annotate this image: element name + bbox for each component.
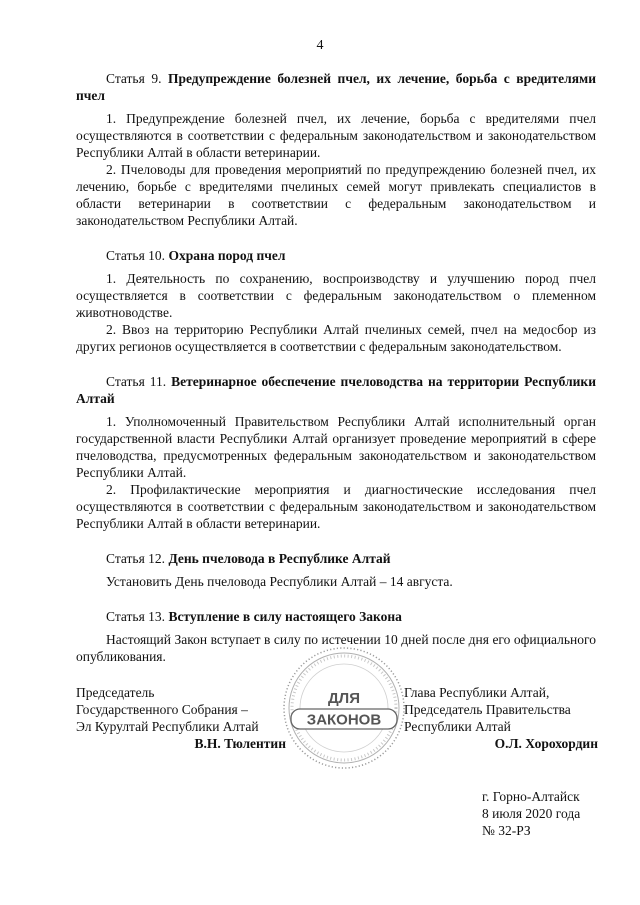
- paragraph: 1. Уполномоченный Правительством Республики Алтай исполнительный орган государственной власти Республики Алтай организует проведение мероприятий в сфере пчеловодства, предусмотренных федеральным законодательством и законодательством Республики Алтай.: [76, 414, 596, 480]
- signature-left: Председатель Государственного Собрания – Эл Курултай Республики Алтай В.Н. Тюлентин: [76, 685, 286, 751]
- paragraph: Настоящий Закон вступает в силу по истечении 10 дней после дня его официального опубликования.: [76, 632, 596, 664]
- city: г. Горно-Алтайск: [482, 789, 580, 804]
- stamp-text-line1: ДЛЯ: [328, 690, 360, 707]
- date: 8 июля 2020 года: [482, 806, 581, 821]
- paragraph: 1. Деятельность по сохранению, воспроизводству и улучшению пород пчел осуществляется в соответствии с федеральным законодательством о племенном животноводстве.: [76, 271, 596, 320]
- paragraph: 2. Профилактические мероприятия и диагностические исследования пчел осуществляются в соответствии с федеральным законодательством и законодательством Республики Алтай в области ветеринарии.: [76, 482, 596, 531]
- signatory-name: В.Н. Тюлентин: [194, 736, 286, 751]
- stamp-seal: [281, 645, 407, 771]
- place-and-date: [482, 788, 580, 839]
- article-9: [76, 70, 596, 229]
- article-heading: Статья 13. Вступление в силу настоящего Закона: [106, 609, 402, 624]
- paragraph: 2. Ввоз на территорию Республики Алтай пчелиных семей, пчел на медосбор из других регионов осуществляется в соответствии с федеральным законодательством.: [76, 322, 596, 354]
- signatory-name: О.Л. Хорохордин: [494, 736, 598, 751]
- paragraph: Установить День пчеловода Республики Алтай – 14 августа.: [106, 574, 453, 589]
- signature-right: Глава Республики Алтай, Председатель Правительства Республики Алтай О.Л. Хорохордин: [404, 685, 598, 751]
- law-text: [76, 70, 596, 673]
- article-11: [76, 373, 596, 532]
- article-heading: Статья 10. Охрана пород пчел: [106, 248, 286, 263]
- article-heading: Статья 9. Предупреждение болезней пчел, их лечение, борьба с вредителями пчел: [76, 71, 596, 103]
- paragraph: 2. Пчеловоды для проведения мероприятий по предупреждению болезней пчел, их лечению, борьбе с вредителями пчелиных семей могут привлекать специалистов в области ветеринарии в соответствии с федеральным законодательством и законодательством Республики Алтай.: [76, 162, 596, 228]
- page-number: 4: [316, 38, 324, 53]
- article-12: [76, 550, 596, 590]
- article-10: [76, 247, 596, 355]
- article-heading: Статья 11. Ветеринарное обеспечение пчеловодства на территории Республики Алтай: [76, 374, 596, 406]
- stamp-text-line2: ЗАКОНОВ: [306, 711, 382, 729]
- law-number: № 32-РЗ: [482, 823, 531, 838]
- paragraph: 1. Предупреждение болезней пчел, их лечение, борьба с вредителями пчел осуществляются в соответствии с федеральным законодательством и законодательством Республики Алтай в области ветеринарии.: [76, 111, 596, 160]
- article-heading: Статья 12. День пчеловода в Республике Алтай: [106, 551, 391, 566]
